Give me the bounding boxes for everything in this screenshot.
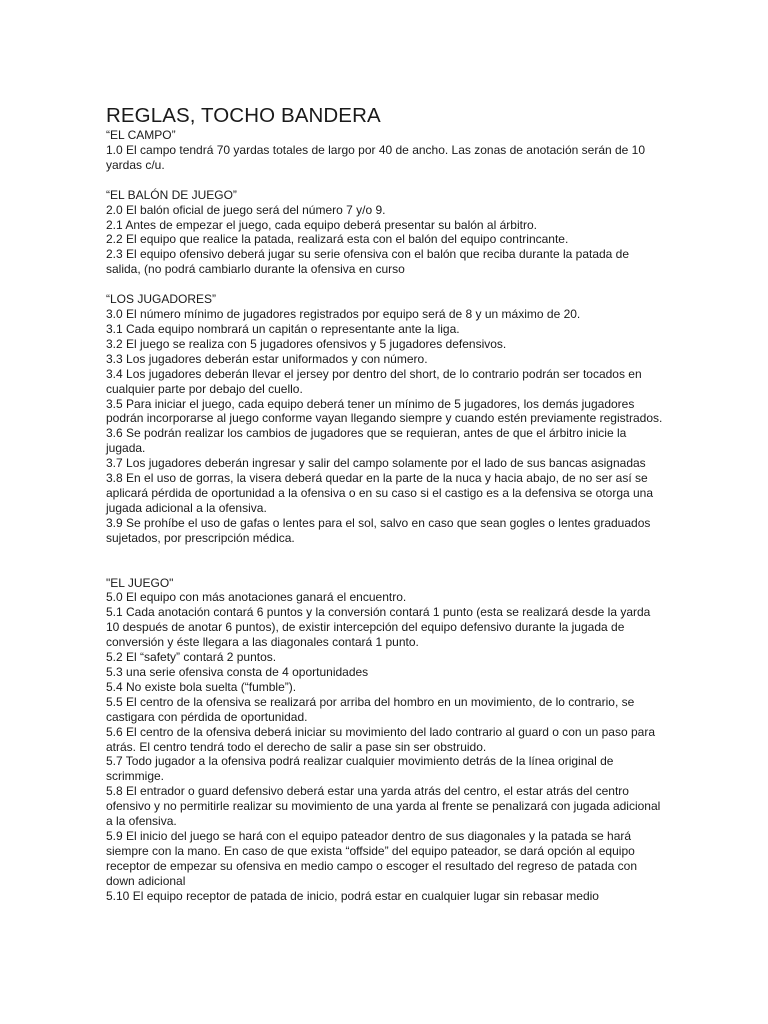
section-el-campo (106, 128, 666, 173)
document-title: REGLAS, TOCHO BANDERA (106, 104, 381, 127)
section-heading: "EL JUEGO" (106, 575, 174, 590)
rule-3-5: 3.5 Para iniciar el juego, cada equipo deberá tener un mínimo de 5 jugadores, los demás jugadores podrán incorporarse al juego conforme vayan llegando siempre y cuando estén previamente registrados. (106, 396, 663, 426)
rule-2-0: 2.0 El balón oficial de juego será del número 7 y/o 9. (106, 202, 386, 217)
rule-5-6: 5.6 El centro de la ofensiva deberá iniciar su movimiento del lado contrario al guard o con un paso para atrás. El centro tendrá todo el derecho de salir a pase sin ser obstruido. (106, 724, 655, 754)
section-heading: “EL BALÓN DE JUEGO” (106, 187, 237, 202)
section-el-juego (106, 576, 666, 904)
rule-5-5: 5.5 El centro de la ofensiva se realizará por arriba del hombro en un movimiento, de lo contrario, se castigara con pérdida de oportunidad. (106, 694, 635, 724)
rule-2-1: 2.1 Antes de empezar el juego, cada equipo deberá presentar su balón al árbitro. (106, 217, 537, 232)
rule-3-0: 3.0 El número mínimo de jugadores registrados por equipo será de 8 y un máximo de 20. (106, 307, 581, 322)
rule-5-4: 5.4 No existe bola suelta (“fumble”). (106, 679, 297, 694)
rule-3-1: 3.1 Cada equipo nombrará un capitán o representante ante la liga. (106, 321, 460, 336)
rule-3-2: 3.2 El juego se realiza con 5 jugadores ofensivos y 5 jugadores defensivos. (106, 336, 507, 351)
rule-3-7: 3.7 Los jugadores deberán ingresar y salir del campo solamente por el lado de sus bancas asignadas (106, 456, 646, 471)
rule-5-8: 5.8 El entrador o guard defensivo deberá estar una yarda atrás del centro, el estar atrás del centro ofensivo y no permitirle realizar su movimiento de una yarda al frente se penalizará con jugada adicional a la ofensiva. (106, 784, 661, 829)
rule-3-4: 3.4 Los jugadores deberán llevar el jersey por dentro del short, de lo contrario podrán ser tocados en cualquier parte por debajo del cuello. (106, 366, 642, 396)
rule-2-3: 2.3 El equipo ofensivo deberá jugar su serie ofensiva con el balón que reciba durante la patada de salida, (no podrá cambiarlo durante la ofensiva en curso (106, 247, 630, 277)
rule-3-8: 3.8 En el uso de gorras, la visera deberá quedar en la parte de la nuca y hacia abajo, de no ser así se aplicará pérdida de oportunidad a la ofensiva o en su caso si el castigo es a la defensiva se otorga una jugada adicional a la ofensiva. (106, 471, 654, 515)
rule-3-3: 3.3 Los jugadores deberán estar uniformados y con número. (106, 351, 428, 366)
rule-5-3: 5.3 una serie ofensiva consta de 4 oportunidades (106, 665, 369, 679)
section-heading: “EL CAMPO” (106, 128, 176, 142)
rule-5-2: 5.2 El “safety” contará 2 puntos. (106, 650, 277, 665)
section-heading: “LOS JUGADORES” (106, 292, 217, 307)
rule-3-6: 3.6 Se podrán realizar los cambios de jugadores que se requieran, antes de que el árbitro inicie la jugada. (106, 426, 627, 456)
rule-5-9: 5.9 El inicio del juego se hará con el equipo pateador dentro de sus diagonales y la patada se hará siempre con la mano. En caso de que exista “offside” del equipo pateador, se dará opción al equipo receptor de empezar su ofensiva en medio campo o escoger el resultado del regreso de patada con down adicional (106, 828, 637, 888)
rule-5-7: 5.7 Todo jugador a la ofensiva podrá realizar cualquier movimiento detrás de la línea original de scrimmige. (106, 754, 614, 784)
document-page (106, 104, 666, 904)
rule-2-2: 2.2 El equipo que realice la patada, realizará esta con el balón del equipo contrincante. (106, 232, 569, 247)
rule-3-9: 3.9 Se prohíbe el uso de gafas o lentes para el sol, salvo en caso que sean gogles o lentes graduados sujetados, por prescripción médica. (106, 515, 651, 545)
rule-5-10: 5.10 El equipo receptor de patada de inicio, podrá estar en cualquier lugar sin rebasar medio (106, 888, 599, 903)
section-los-jugadores (106, 292, 666, 545)
rule-5-0: 5.0 El equipo con más anotaciones ganará el encuentro. (106, 590, 407, 605)
rule-1-0: 1.0 El campo tendrá 70 yardas totales de largo por 40 de ancho. Las zonas de anotación serán de 10 yardas c/u. (106, 142, 646, 172)
section-el-balon (106, 188, 666, 277)
rule-5-1: 5.1 Cada anotación contará 6 puntos y la conversión contará 1 punto (esta se realizará desde la yarda 10 después de anotar 6 puntos), de existir intercepción del equipo defensivo durante la jugada de conversión y éste llegara a las diagonales contará 1 punto. (106, 605, 651, 650)
